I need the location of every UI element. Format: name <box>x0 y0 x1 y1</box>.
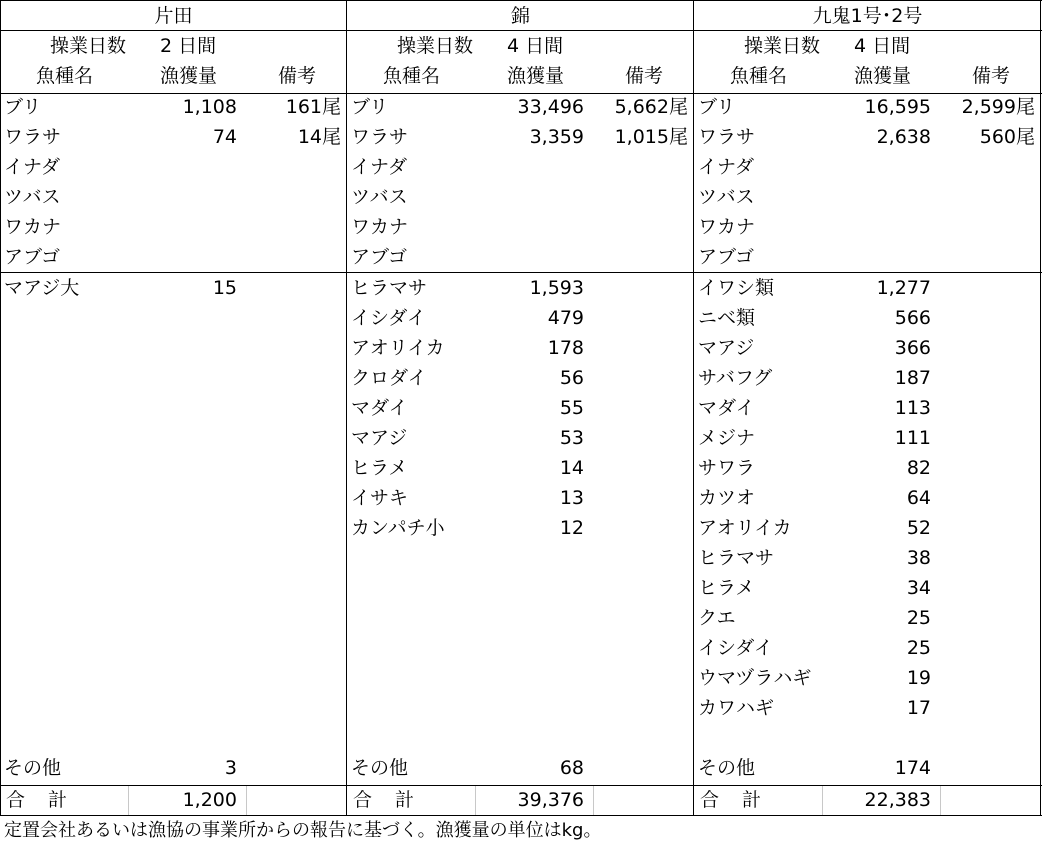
note-value: 161尾 <box>285 96 341 118</box>
species-header: 魚種名 <box>730 65 788 87</box>
catch-amount: 2,638 <box>876 126 931 148</box>
days-label: 操業日数 <box>744 35 821 57</box>
days-value: 4 日間 <box>854 35 911 57</box>
total-amount: 39,376 <box>517 789 584 811</box>
total-divider <box>128 786 129 816</box>
species-name: イワシ類 <box>698 277 775 299</box>
species-header: 魚種名 <box>383 65 441 87</box>
catch-amount: 366 <box>894 337 931 359</box>
total-divider <box>940 786 941 816</box>
total-divider <box>475 786 476 816</box>
species-name: ワラサ <box>4 126 62 148</box>
total-divider <box>246 786 247 816</box>
species-name: クロダイ <box>351 367 427 389</box>
total-rule <box>0 785 1042 786</box>
column-2 <box>347 0 694 816</box>
species-name: ニベ類 <box>698 307 756 329</box>
note-header: 備考 <box>278 65 317 87</box>
others-amount: 3 <box>224 757 237 779</box>
species-name: ブリ <box>698 96 736 118</box>
catch-amount: 16,595 <box>864 96 931 118</box>
catch-amount: 15 <box>212 277 237 299</box>
place-name: 九鬼1号･2号 <box>812 5 923 27</box>
catch-amount: 566 <box>894 307 931 329</box>
catch-amount: 19 <box>906 667 931 689</box>
species-name: アオリイカ <box>351 337 445 359</box>
species-name: ツバス <box>698 186 755 208</box>
days-value: 2 日間 <box>160 35 217 57</box>
catch-amount: 1,277 <box>876 277 931 299</box>
total-amount: 1,200 <box>182 789 237 811</box>
species-name: マダイ <box>351 397 408 419</box>
others-name: その他 <box>351 757 409 779</box>
column-1 <box>0 0 347 816</box>
catch-amount: 82 <box>906 457 931 479</box>
catch-header: 漁獲量 <box>160 65 218 87</box>
species-name: ワラサ <box>698 126 756 148</box>
species-header: 魚種名 <box>36 65 94 87</box>
place-name: 片田 <box>154 5 193 27</box>
species-name: ヒラマサ <box>351 277 428 299</box>
total-label: 合 計 <box>700 789 764 811</box>
species-name: ブリ <box>351 96 389 118</box>
total-label: 合 計 <box>6 789 70 811</box>
species-name: イナダ <box>698 156 755 178</box>
species-name: ワカナ <box>4 216 62 238</box>
column-rule <box>693 0 694 816</box>
species-name: ワラサ <box>351 126 409 148</box>
catch-amount: 113 <box>894 397 931 419</box>
catch-amount: 52 <box>906 517 931 539</box>
top-rule <box>0 0 1042 1</box>
catch-amount: 479 <box>547 307 584 329</box>
column-rule <box>1040 0 1041 816</box>
catch-amount: 56 <box>559 367 584 389</box>
catch-amount: 55 <box>559 397 584 419</box>
species-name: ツバス <box>4 186 61 208</box>
others-name: その他 <box>698 757 756 779</box>
others-amount: 174 <box>894 757 931 779</box>
note-value: 2,599尾 <box>961 96 1035 118</box>
species-name: マアジ大 <box>4 277 80 299</box>
note-value: 5,662尾 <box>614 96 688 118</box>
species-name: アブゴ <box>698 246 755 268</box>
catch-header: 漁獲量 <box>507 65 565 87</box>
catch-amount: 13 <box>559 487 584 509</box>
others-amount: 68 <box>559 757 584 779</box>
catch-amount: 33,496 <box>517 96 584 118</box>
species-name: カツオ <box>698 487 756 509</box>
species-name: ワカナ <box>351 216 409 238</box>
species-name: イサキ <box>351 487 409 509</box>
catch-amount: 17 <box>906 697 931 719</box>
catch-amount: 14 <box>559 457 584 479</box>
species-name: サワラ <box>698 457 756 479</box>
catch-amount: 74 <box>212 126 237 148</box>
species-name: マアジ <box>351 427 408 449</box>
note-value: 560尾 <box>979 126 1035 148</box>
species-name: ウマヅラハギ <box>698 667 812 689</box>
catch-amount: 34 <box>906 577 931 599</box>
catch-amount: 25 <box>906 607 931 629</box>
species-name: イシダイ <box>698 637 773 659</box>
catch-amount: 64 <box>906 487 931 509</box>
species-name: カンパチ小 <box>351 517 445 539</box>
total-divider <box>822 786 823 816</box>
total-divider <box>593 786 594 816</box>
others-name: その他 <box>4 757 62 779</box>
species-name: ヒラメ <box>698 577 755 599</box>
days-label: 操業日数 <box>50 35 127 57</box>
catch-header: 漁獲量 <box>854 65 912 87</box>
species-name: マアジ <box>698 337 755 359</box>
note-value: 14尾 <box>297 126 341 148</box>
catch-amount: 1,108 <box>182 96 237 118</box>
note-value: 1,015尾 <box>614 126 688 148</box>
species-name: ヒラマサ <box>698 547 775 569</box>
species-name: サバフグ <box>698 367 773 389</box>
days-value: 4 日間 <box>507 35 564 57</box>
species-name: アブゴ <box>351 246 408 268</box>
catch-amount: 3,359 <box>529 126 584 148</box>
species-name: ワカナ <box>698 216 756 238</box>
place-name: 錦 <box>510 5 530 27</box>
species-name: イナダ <box>351 156 408 178</box>
main-rule <box>0 93 1042 94</box>
catch-amount: 25 <box>906 637 931 659</box>
total-amount: 22,383 <box>864 789 931 811</box>
species-name: ツバス <box>351 186 408 208</box>
catch-amount: 178 <box>547 337 584 359</box>
species-name: マダイ <box>698 397 755 419</box>
catch-amount: 53 <box>559 427 584 449</box>
header-rule <box>0 30 1042 31</box>
days-label: 操業日数 <box>397 35 474 57</box>
species-name: カワハギ <box>698 697 775 719</box>
other-rule <box>0 272 1042 273</box>
catch-amount: 12 <box>559 517 584 539</box>
note-header: 備考 <box>972 65 1011 87</box>
total-label: 合 計 <box>353 789 417 811</box>
catch-amount: 1,593 <box>529 277 584 299</box>
species-name: クエ <box>698 607 736 629</box>
species-name: ブリ <box>4 96 42 118</box>
species-name: アブゴ <box>4 246 61 268</box>
species-name: イナダ <box>4 156 61 178</box>
species-name: メジナ <box>698 427 756 449</box>
species-name: イシダイ <box>351 307 426 329</box>
catch-amount: 38 <box>906 547 931 569</box>
catch-amount: 187 <box>894 367 931 389</box>
species-name: アオリイカ <box>698 517 792 539</box>
species-name: ヒラメ <box>351 457 408 479</box>
column-3 <box>694 0 1041 816</box>
catch-amount: 111 <box>894 427 931 449</box>
column-rule <box>346 0 347 816</box>
note-header: 備考 <box>625 65 664 87</box>
footnote: 定置会社あるいは漁協の事業所からの報告に基づく。漁獲量の単位はkg。 <box>4 820 602 841</box>
column-rule <box>0 0 1 816</box>
